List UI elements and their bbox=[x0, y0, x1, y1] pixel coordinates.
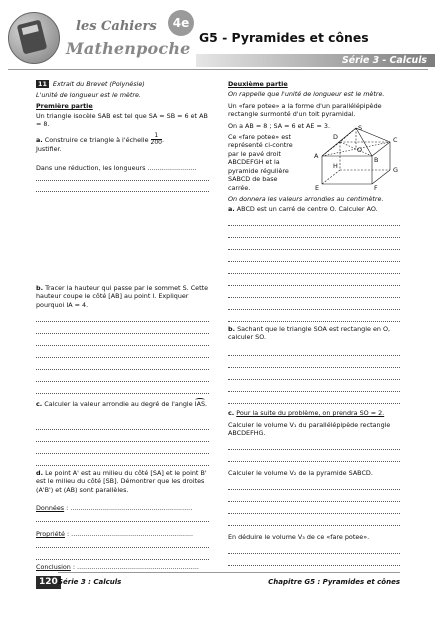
conclusion-line: Conclusion : ............................................................ bbox=[36, 563, 199, 571]
answer-line[interactable] bbox=[36, 460, 209, 466]
angle-ias: IAS bbox=[194, 400, 206, 408]
answer-line[interactable] bbox=[228, 280, 400, 286]
answer-line[interactable] bbox=[228, 292, 400, 298]
logo bbox=[8, 8, 190, 68]
rounding-note: On donnera les valeurs arrondies au centimètre. bbox=[228, 195, 384, 203]
answer-line[interactable] bbox=[36, 542, 209, 548]
question-c-text: Calculer la valeur arrondie au degré de l'angle bbox=[44, 400, 193, 408]
label-a: A bbox=[314, 152, 319, 160]
answer-line[interactable] bbox=[228, 374, 400, 380]
volume-v3-question: En déduire le volume V₃ de ce «fare potee». bbox=[228, 533, 370, 541]
fare-description: Un «fare potee» a la forme d'un parallélépipède rectangle surmonté d'un toit pyramidal. bbox=[228, 102, 382, 119]
label-h: H bbox=[333, 162, 338, 170]
right-question-b-label: b. bbox=[228, 325, 236, 333]
answer-line[interactable] bbox=[36, 364, 209, 370]
answer-line[interactable] bbox=[228, 456, 400, 462]
fare-potee-figure bbox=[300, 124, 400, 196]
answer-line[interactable] bbox=[228, 268, 400, 274]
right-question-a bbox=[228, 205, 400, 213]
question-d bbox=[36, 469, 209, 494]
level-badge: 4e bbox=[168, 10, 194, 36]
diagonal-bd bbox=[340, 142, 372, 156]
unit-reminder: On rappelle que l'unité de longueur est le mètre. bbox=[228, 90, 385, 98]
scale-fraction: $\frac{1}{200}$ bbox=[150, 132, 162, 147]
answer-line[interactable] bbox=[228, 350, 400, 356]
exercise-source: Extrait du Brevet (Polynésie) bbox=[52, 80, 145, 88]
answer-line[interactable] bbox=[36, 448, 209, 454]
answer-line[interactable] bbox=[36, 554, 209, 560]
exercise-number: 11 bbox=[38, 80, 47, 88]
propriete-line: Propriété : ............................................................ bbox=[36, 530, 194, 538]
answer-line[interactable] bbox=[36, 186, 209, 192]
label-s: S bbox=[358, 124, 363, 132]
answer-line[interactable] bbox=[36, 316, 209, 322]
page-header bbox=[0, 0, 435, 78]
answer-line[interactable] bbox=[36, 340, 209, 346]
right-question-b-text: Sachant que le triangle SOA est rectangle en O, calculer SO. bbox=[228, 325, 391, 342]
label-b: B bbox=[374, 156, 379, 164]
answer-line[interactable] bbox=[36, 388, 209, 394]
answer-line[interactable] bbox=[228, 244, 400, 250]
conclusion-label: Conclusion bbox=[36, 563, 71, 571]
page-title: G5 - Pyramides et cônes bbox=[199, 30, 369, 45]
label-e: E bbox=[315, 184, 320, 192]
logo-mathenpoche: Mathenpoche bbox=[66, 39, 191, 58]
answer-line[interactable] bbox=[228, 496, 400, 502]
part2-title: Deuxième partie bbox=[228, 80, 288, 88]
question-c-label: c. bbox=[36, 400, 43, 408]
answer-line[interactable] bbox=[36, 516, 209, 522]
question-a-text: Construire ce triangle à l'échelle bbox=[44, 135, 149, 144]
triangle-statement: Un triangle isocèle SAB est tel que SA = SB = 6 et AB = 8. bbox=[36, 112, 208, 129]
right-question-c-intro: Pour la suite du problème, on prendra SO = 2. bbox=[236, 409, 385, 417]
volume-v2-question: Calculer le volume V₂ de la pyramide SABCD. bbox=[228, 469, 373, 477]
answer-line[interactable] bbox=[36, 376, 209, 382]
answer-line[interactable] bbox=[228, 484, 400, 490]
donnees-line: Données : ............................................................ bbox=[36, 504, 193, 512]
answer-line[interactable] bbox=[36, 352, 209, 358]
representation-text: Ce «fare potee» est représenté ci-contre par le pavé droit ABCDEFGH et la pyramide régulière SABCD de base carrée. bbox=[228, 133, 293, 192]
header-divider bbox=[8, 69, 428, 70]
answer-line[interactable] bbox=[228, 398, 400, 404]
right-question-b bbox=[228, 325, 400, 342]
answer-line[interactable] bbox=[228, 304, 400, 310]
label-g: G bbox=[393, 166, 398, 174]
answer-line[interactable] bbox=[36, 424, 209, 430]
question-a-label: a. bbox=[36, 135, 43, 144]
question-a: a. Construire ce triangle à l'échelle $\frac{1}{200}$ . bbox=[36, 132, 165, 147]
answer-line[interactable] bbox=[228, 520, 400, 526]
reduction-text: Dans une réduction, les longueurs ........................ bbox=[36, 164, 197, 172]
volume-v1-question: Calculer le volume V₁ du parallélépipède rectangle ABCDEFHG. bbox=[228, 421, 391, 438]
label-f: F bbox=[374, 184, 378, 192]
answer-line[interactable] bbox=[228, 548, 400, 554]
label-d: D bbox=[333, 133, 338, 141]
right-question-a-label: a. bbox=[228, 205, 235, 213]
page-footer bbox=[36, 574, 400, 592]
part1-title: Première partie bbox=[36, 102, 93, 110]
question-c: c. Calculer la valeur arrondie au degré de l'angle IAS. bbox=[36, 400, 208, 408]
series-banner bbox=[196, 54, 435, 67]
exercise-header bbox=[36, 80, 209, 88]
right-question-c-label: c. bbox=[228, 409, 235, 417]
footer-divider bbox=[58, 572, 400, 573]
answer-line[interactable] bbox=[228, 508, 400, 514]
dimensions: On a AB = 8 ; SA = 6 et AE = 3. bbox=[228, 122, 330, 130]
question-b-text: Tracer la hauteur qui passe par le sommet S. Cette hauteur coupe le côté [AB] au point I. Expliquer pourquoi IA = 4. bbox=[36, 284, 209, 309]
answer-line[interactable] bbox=[228, 220, 400, 226]
unit-note: L'unité de longueur est le mètre. bbox=[36, 91, 141, 99]
question-b-label: b. bbox=[36, 284, 44, 292]
footer-series: Série 3 : Calculs bbox=[58, 578, 122, 586]
answer-line[interactable] bbox=[228, 386, 400, 392]
answer-line[interactable] bbox=[228, 362, 400, 368]
answer-line[interactable] bbox=[36, 175, 209, 181]
donnees-label: Données bbox=[36, 504, 65, 512]
diagonal-ac bbox=[322, 142, 390, 156]
answer-line[interactable] bbox=[228, 232, 400, 238]
edge-fg bbox=[372, 170, 390, 184]
question-d-text: Le point A' est au milieu du côté [SA] et le point B' est le milieu du côté [SB]. Démontrer que les droites (A'B') et (AB) sont parallèles. bbox=[36, 469, 207, 494]
answer-line[interactable] bbox=[36, 328, 209, 334]
logo-les-cahiers: les Cahiers bbox=[76, 19, 157, 34]
answer-line[interactable] bbox=[228, 444, 400, 450]
page-number: 120 bbox=[36, 576, 61, 589]
label-c: C bbox=[393, 136, 398, 144]
right-question-a-text: ABCD est un carré de centre O. Calculer AO. bbox=[236, 205, 378, 213]
propriete-label: Propriété bbox=[36, 530, 65, 538]
label-o: O bbox=[357, 146, 363, 154]
answer-line[interactable] bbox=[228, 560, 400, 566]
answer-line[interactable] bbox=[228, 316, 400, 322]
question-d-label: d. bbox=[36, 469, 44, 477]
answer-line[interactable] bbox=[228, 256, 400, 262]
edge-eh bbox=[322, 170, 340, 184]
answer-line[interactable] bbox=[36, 436, 209, 442]
footer-chapter: Chapitre G5 : Pyramides et cônes bbox=[268, 578, 400, 586]
question-b bbox=[36, 284, 209, 309]
series-title: Série 3 - Calculs bbox=[342, 55, 427, 66]
justifier-label: Justifier. bbox=[36, 145, 62, 153]
right-question-c bbox=[228, 409, 400, 417]
